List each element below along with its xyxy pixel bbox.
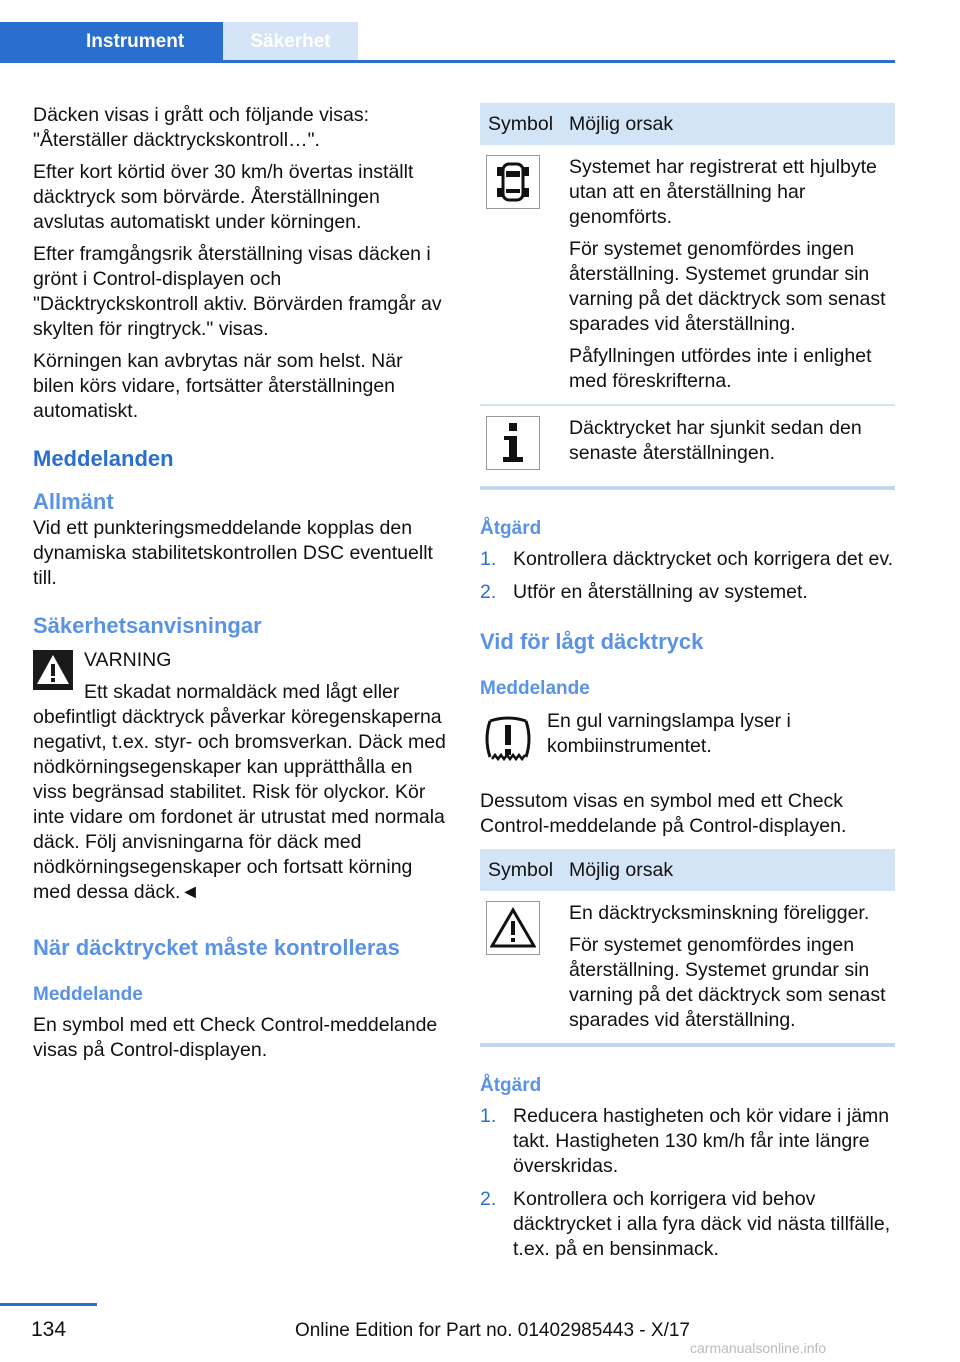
heading-meddelande: Meddelande (33, 984, 143, 1005)
table-header-row (480, 103, 895, 145)
list-item (480, 1187, 895, 1262)
symbol-cell (480, 145, 561, 405)
warning-block (33, 648, 448, 905)
cause-cell (561, 405, 895, 488)
paragraph: Efter kort körtid över 30 km/h övertas inställt däcktryck som börvärde. Återställningen avslutas automatiskt under körningen. (33, 161, 414, 233)
heading-allmant: Allmänt (33, 489, 114, 514)
warning-body: Ett skadat normaldäck med lågt eller obefintligt däcktryck påverkar köregenskaperna negativt, t.ex. styr- och bromsverkan. Däck med nödkörningsegenskaper kan upprätthålla en viss begränsad stabilitet. Risk för olyckor. Kör inte vidare om fordonet är utrustat med normala däck. Följ anvisningarna för däck med nödkörningsegenskaper och fortsatt körning med dessa däck.◄ (33, 681, 446, 903)
car-top-icon (486, 155, 540, 209)
table-row (480, 891, 895, 1045)
column-header-orsak: Möjlig orsak (561, 849, 895, 891)
cause-line: En däcktrycksminskning föreligger. (569, 902, 870, 924)
cause-line: För systemet genomfördes ingen återställning. Systemet grundar sin varning på det däcktryck som senast sparades vid återställning. (569, 238, 886, 335)
cause-line: Påfyllningen utfördes inte i enlighet med föreskrifterna. (569, 345, 872, 392)
paragraph: Efter framgångsrik återställning visas däcken i grönt i Control-displayen och "Däcktryckskontroll aktiv. Börvärden framgår av skylten för ringtryck." visas. (33, 243, 442, 340)
header-rule (0, 60, 895, 63)
heading-kontrolleras: När däcktrycket måste kontrolleras (33, 935, 400, 960)
footer-rule (0, 1303, 97, 1306)
step-text: Utför en återställning av systemet. (513, 581, 808, 603)
step-number: 1. (480, 1105, 497, 1127)
paragraph: Vid ett punkteringsmeddelande kopplas den dynamiska stabilitetskontrollen DSC eventuellt till. (33, 517, 433, 589)
symbol-cell (480, 405, 561, 488)
step-number: 2. (480, 581, 497, 603)
table-row (480, 405, 895, 488)
paragraph: Körningen kan avbrytas när som helst. När bilen körs vidare, fortsätter återställningen automatiskt. (33, 350, 403, 422)
list-item (480, 1104, 895, 1179)
cause-cell (561, 891, 895, 1045)
column-header-symbol: Symbol (480, 103, 561, 145)
info-icon (486, 416, 540, 470)
warning-triangle-icon (33, 650, 73, 690)
heading-lagt-dacktryck: Vid för lågt däcktryck (480, 629, 704, 654)
step-text: Kontrollera däcktrycket och korrigera det ev. (513, 548, 894, 570)
heading-atgard: Åtgärd (480, 518, 542, 539)
cause-cell (561, 145, 895, 405)
paragraph: En symbol med ett Check Control-meddelande visas på Control-displayen. (33, 1014, 438, 1061)
steps-list (480, 1104, 895, 1262)
warning-triangle-icon (486, 901, 540, 955)
list-item (480, 547, 895, 572)
watermark: carmanualsonline.info (690, 1340, 827, 1356)
symbol-table-1 (480, 103, 895, 490)
page-number: 134 (30, 1318, 67, 1341)
column-header-orsak: Möjlig orsak (561, 103, 895, 145)
cause-line: För systemet genomfördes ingen återställning. Systemet grundar sin varning på det däcktryck som senast sparades vid återställning. (569, 934, 886, 1031)
symbol-table-2 (480, 849, 895, 1047)
heading-sakerhetsanvisningar: Säkerhetsanvisningar (33, 613, 262, 638)
steps-list (480, 547, 895, 605)
message-text: En gul varningslampa lyser i kombiinstrumentet. (547, 710, 791, 757)
left-column (33, 103, 448, 1070)
paragraph: Dessutom visas en symbol med ett Check Control-meddelande på Control-displayen. (480, 790, 847, 837)
list-item (480, 580, 895, 605)
right-column (480, 103, 895, 1270)
warning-title: VARNING (84, 649, 172, 671)
paragraph: Däcken visas i grått och följande visas: "Återställer däcktryckskontroll…". (33, 104, 369, 151)
edition-text: Online Edition for Part no. 01402985443 - X/17 (294, 1320, 690, 1341)
table-row (480, 145, 895, 405)
symbol-cell (480, 891, 561, 1045)
heading-meddelande: Meddelande (480, 678, 590, 699)
step-number: 2. (480, 1188, 497, 1210)
cause-line: Däcktrycket har sjunkit sedan den senaste återställningen. (569, 417, 862, 464)
tab-instrument[interactable]: Instrument (0, 22, 223, 62)
heading-meddelanden: Meddelanden (33, 446, 174, 471)
column-header-symbol: Symbol (480, 849, 561, 891)
message-block (480, 709, 895, 779)
cause-line: Systemet har registrerat ett hjulbyte utan att en återställning har genomförts. (569, 156, 877, 228)
tire-pressure-warning-icon (480, 709, 536, 771)
tab-sakerhet[interactable]: Säkerhet (223, 22, 358, 62)
warning-text (33, 680, 448, 905)
step-text: Kontrollera och korrigera vid behov däcktrycket i alla fyra däck vid nästa tillfälle, t.ex. på en bensinmack. (513, 1188, 891, 1260)
step-number: 1. (480, 548, 497, 570)
heading-atgard: Åtgärd (480, 1075, 542, 1096)
step-text: Reducera hastigheten och kör vidare i jämn takt. Hastigheten 130 km/h får inte längre överskridas. (513, 1105, 890, 1177)
table-header-row (480, 849, 895, 891)
